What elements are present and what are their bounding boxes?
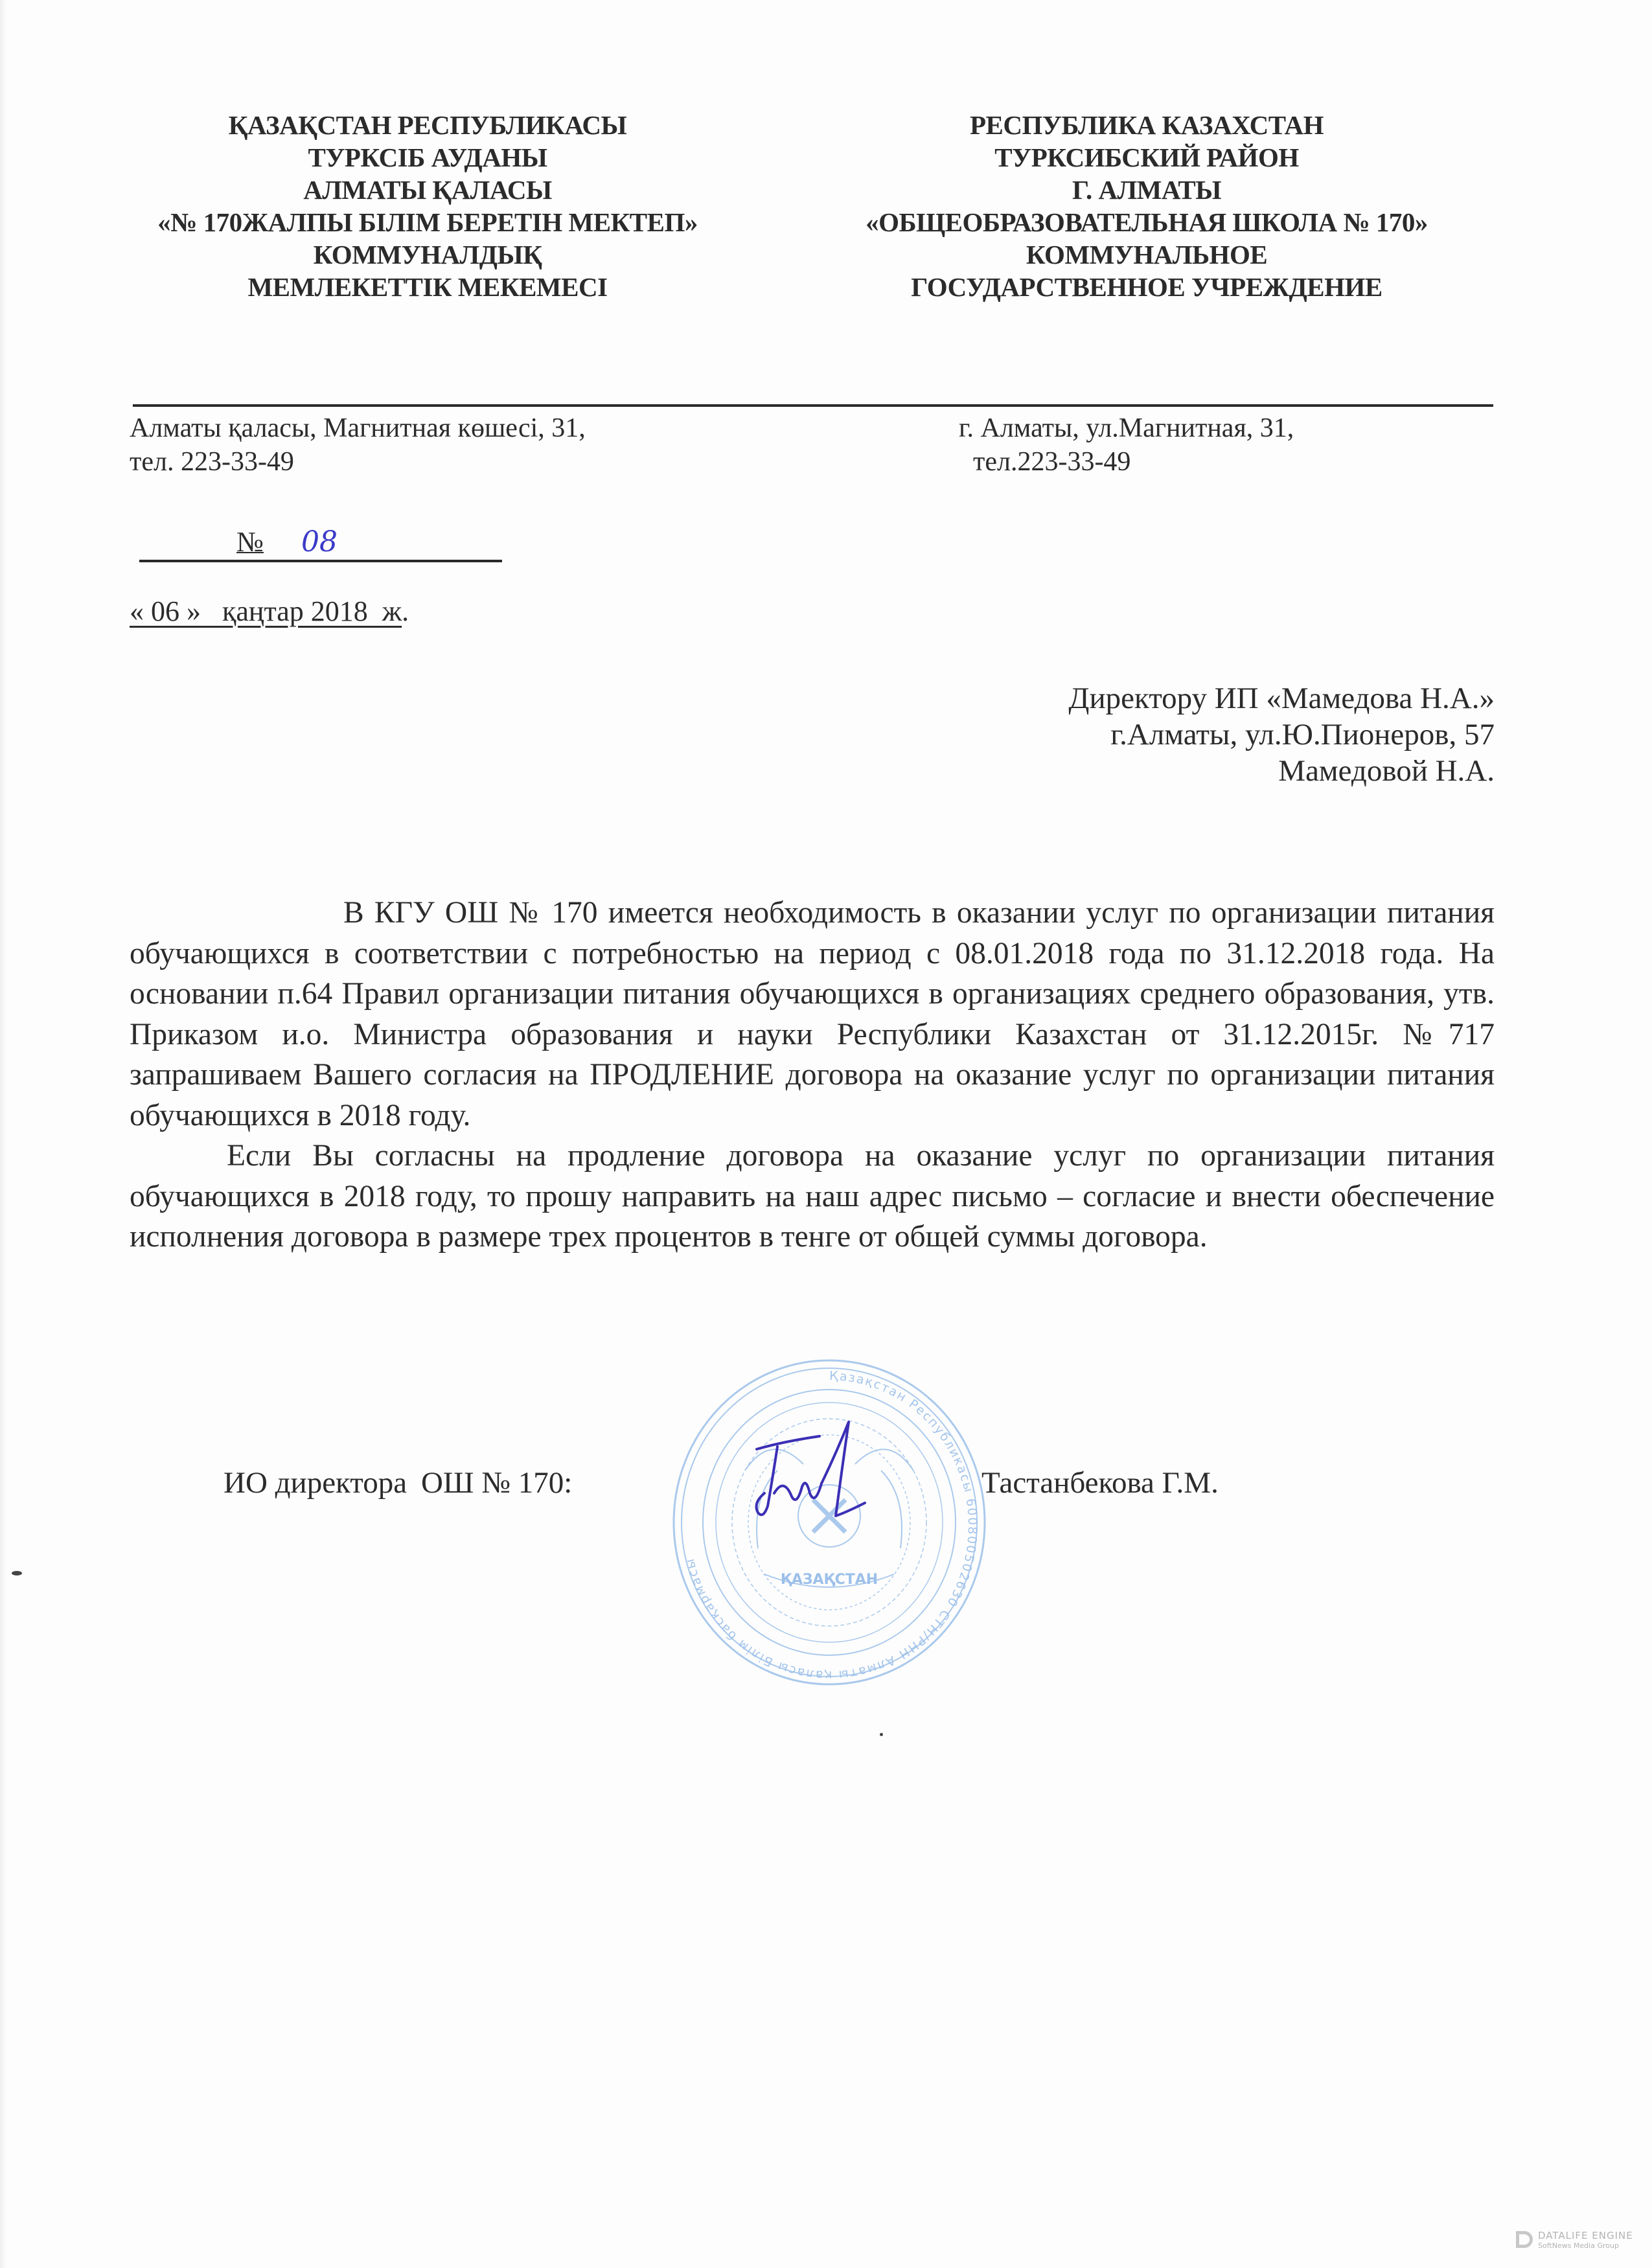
recipient-line: г.Алматы, ул.Ю.Пионеров, 57 (1110, 718, 1495, 751)
header-left-kazakh (91, 109, 764, 303)
handwritten-signature (739, 1415, 901, 1539)
number-underline (139, 560, 502, 562)
address-right-phone: тел.223-33-49 (973, 447, 1131, 477)
signatory-school: ОШ № 170: (421, 1466, 573, 1500)
number-sign: № (236, 526, 264, 558)
header-right-russian (771, 109, 1522, 303)
header-divider (133, 404, 1493, 407)
header-right-line: «ОБЩЕОБРАЗОВАТЕЛЬНАЯ ШКОЛА № 170» (866, 207, 1428, 237)
header-left-line: АЛМАТЫ ҚАЛАСЫ (303, 175, 552, 205)
address-left (130, 411, 586, 479)
signatory-role: ИО директора (224, 1466, 407, 1500)
address-left-street: Алматы қаласы, Магнитная көшесі, 31, (130, 413, 586, 443)
header-right-line: КОММУНАЛЬНОЕ (1026, 240, 1268, 269)
watermark-brand: DATALIFE ENGINE (1538, 2230, 1633, 2241)
recipient-line: Директору ИП «Мамедова Н.А.» (1068, 682, 1495, 715)
date-trailing: . (402, 595, 409, 627)
scan-speck (880, 1733, 883, 1736)
watermark (1516, 2228, 1646, 2258)
outgoing-number-field (139, 523, 502, 562)
header-left-line: КОММУНАЛДЫҚ (313, 240, 542, 269)
stamp-center-word: ҚАЗАҚСТАН (780, 1572, 878, 1588)
datalife-logo-icon (1516, 2231, 1533, 2248)
recipient-block (1068, 680, 1495, 789)
header-left-line: «№ 170ЖАЛПЫ БІЛІМ БЕРЕТІН МЕКТЕП» (157, 207, 698, 237)
header-right-line: ТУРКСИБСКИЙ РАЙОН (994, 143, 1299, 172)
date-text: « 06 » қаңтар 2018 ж (130, 595, 402, 627)
scan-edge (0, 0, 6, 2268)
header-left-line: МЕМЛЕКЕТТІК МЕКЕМЕСІ (247, 272, 608, 302)
stamp-ring-text: Қазақстан Республикасы 600800502630 СТН/РНН Алматы қаласы Білім басқармасы (682, 1368, 980, 1683)
body-paragraph-2: Если Вы согласны на продление договора на оказание услуг по организации питания обучающихся в 2018 году, то прошу направить на наш адрес письмо – согласие и внести обеспечение исполнения договора в размере трех процентов в тенге от общей суммы договора. (130, 1139, 1495, 1254)
address-right-street: г. Алматы, ул.Магнитная, 31, (959, 413, 1294, 443)
recipient-line: Мамедовой Н.А. (1278, 754, 1495, 788)
header-right-line: Г. АЛМАТЫ (1072, 175, 1221, 205)
header-right-line: ГОСУДАРСТВЕННОЕ УЧРЕЖДЕНИЕ (911, 272, 1382, 302)
header-left-line: ТУРКСІБ АУДАНЫ (308, 143, 547, 172)
address-right (959, 411, 1294, 479)
letter-body (130, 893, 1495, 1257)
signatory-name: Тастанбекова Г.М. (981, 1466, 1219, 1500)
address-left-phone: тел. 223-33-49 (130, 447, 294, 477)
body-paragraph-1: В КГУ ОШ № 170 имеется необходимость в оказании услуг по организации питания обучающихся в соответствии с потребностью на период с 08.01.2018 года по 31.12.2018 года. На основании п.64 Правил организации питания обучающихся в организациях среднего образования, утв. Приказом и.о. Министра образования и науки Республики Казахстан от 31.12.2015г. №717 запрашиваем Вашего согласия на ПРОДЛЕНИЕ договора на оказание услуг по организации питания обучающихся в 2018 году. (130, 896, 1495, 1132)
header-right-line: РЕСПУБЛИКА КАЗАХСТАН (969, 110, 1324, 140)
handwritten-number: 08 (301, 525, 338, 558)
document-date (130, 595, 409, 628)
scan-speck (12, 1571, 22, 1575)
header-left-line: ҚАЗАҚСТАН РЕСПУБЛИКАСЫ (228, 110, 627, 140)
watermark-sub: SoftNews Media Group (1538, 2241, 1619, 2250)
